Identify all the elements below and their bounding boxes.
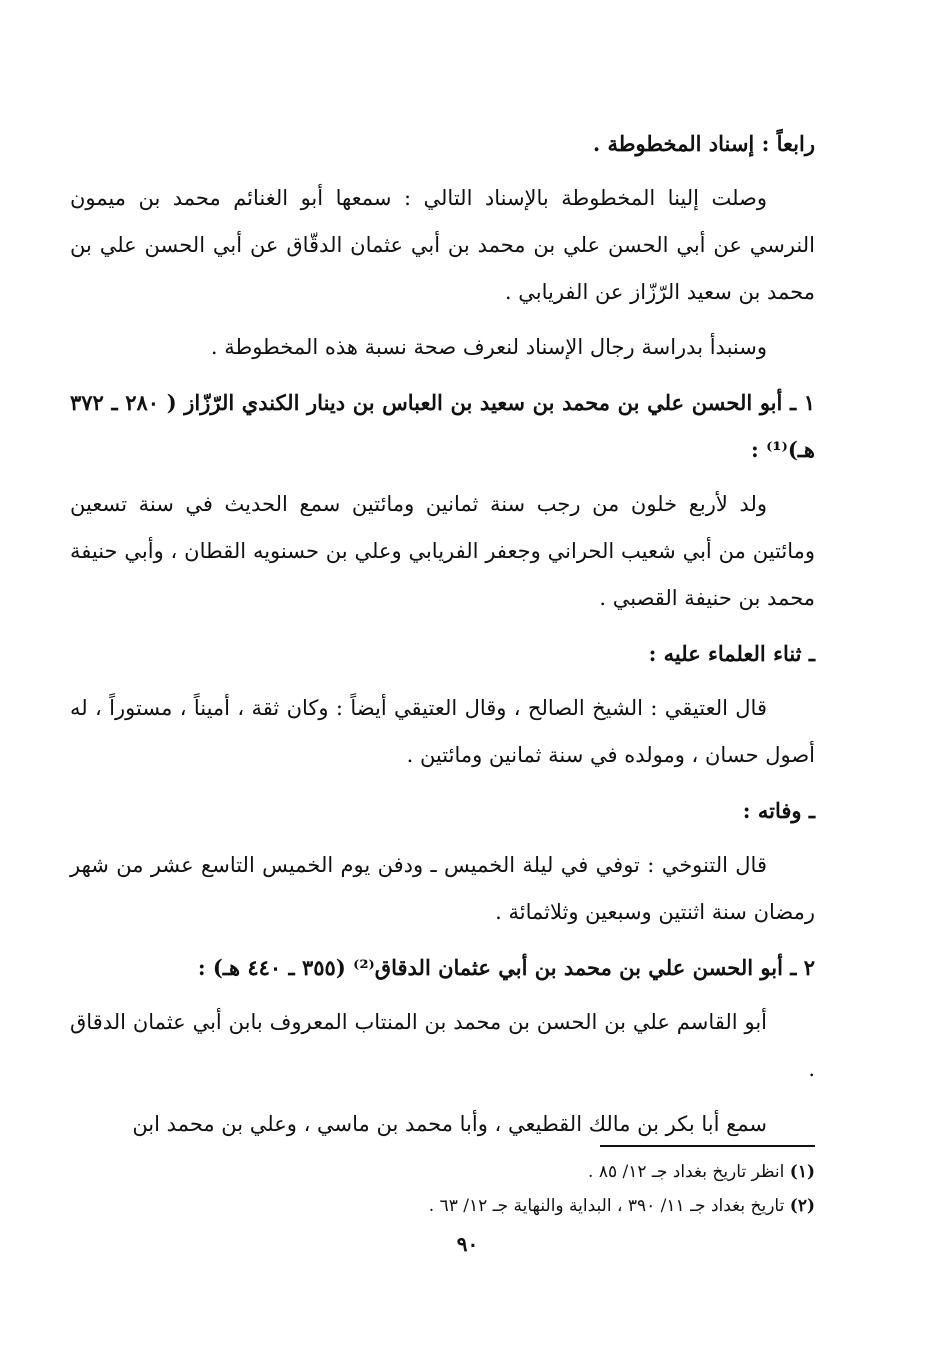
narrator2-heading: ٢ ـ أبو الحسن علي بن محمد بن أبي عثمان الدقاق⁽²⁾ (٣٥٥ ـ ٤٤٠ هـ) : — [197, 955, 815, 980]
footnote-2 — [70, 1189, 815, 1223]
narrator2-lineage: أبو القاسم علي بن الحسن بن محمد بن المنتاب المعروف بابن أبي عثمان الدقاق . — [70, 1010, 815, 1081]
page-body — [70, 120, 815, 1156]
footnote-2-number: (٢) — [789, 1196, 815, 1216]
narrator1-death-heading: ـ وفاته : — [742, 798, 815, 823]
page-number: ٩٠ — [456, 1232, 479, 1256]
narrator2-heard: سمع أبا بكر بن مالك القطيعي ، وأبا محمد بن ماسي ، وعلي بن محمد ابن — [132, 1112, 767, 1136]
footnote-2-text: تاريخ بغداد جـ ١١/ ٣٩٠ ، البداية والنهاية جـ ١٢/ ٦٣ . — [428, 1196, 785, 1216]
footnote-1-number: (١) — [789, 1162, 815, 1182]
narrator1-praise-heading: ـ ثناء العلماء عليه : — [648, 641, 815, 666]
intro-paragraph: وصلت إلينا المخطوطة بالإسناد التالي : سمعها أبو الغنائم محمد بن ميمون النرسي عن أبي الحسن علي بن محمد بن أبي عثمان الدقّاق عن أبي الحسن علي بن محمد بن سعيد الرّزّاز عن الفريابي . — [70, 186, 815, 304]
footnote-1-text: انظر تاريخ بغداد جـ ١٢/ ٨٥ . — [588, 1162, 785, 1182]
footnote-1 — [70, 1155, 815, 1189]
narrator1-birth: ولد لأربع خلون من رجب سنة ثمانين ومائتين سمع الحديث في سنة تسعين ومائتين من أبي شعيب الحراني وجعفر الفريابي وعلي بن حسنويه القطان ، وأبي حنيفة محمد بن حنيفة القصبي . — [70, 492, 815, 610]
narrator1-praise: قال العتيقي : الشيخ الصالح ، وقال العتيقي أيضاً : وكان ثقة ، أميناً ، مستوراً ، له أصول حسان ، ومولده في سنة ثمانين ومائتين . — [70, 696, 815, 767]
section-title: رابعاً : إسناد المخطوطة . — [592, 131, 815, 156]
narrator1-heading: ١ ـ أبو الحسن علي بن محمد بن سعيد بن العباس بن دينار الكندي الرّزّاز ( ٢٨٠ ـ ٣٧٢ هـ)⁽¹⁾ : — [70, 390, 815, 462]
narrator1-death: قال التنوخي : توفي في ليلة الخميس ـ ودفن يوم الخميس التاسع عشر من شهر رمضان سنة اثنتين وسبعين وثلاثمائة . — [70, 853, 815, 924]
footnotes — [70, 1145, 815, 1223]
study-paragraph: وسنبدأ بدراسة رجال الإسناد لنعرف صحة نسبة هذه المخطوطة . — [210, 335, 767, 359]
footnote-divider — [600, 1145, 815, 1147]
